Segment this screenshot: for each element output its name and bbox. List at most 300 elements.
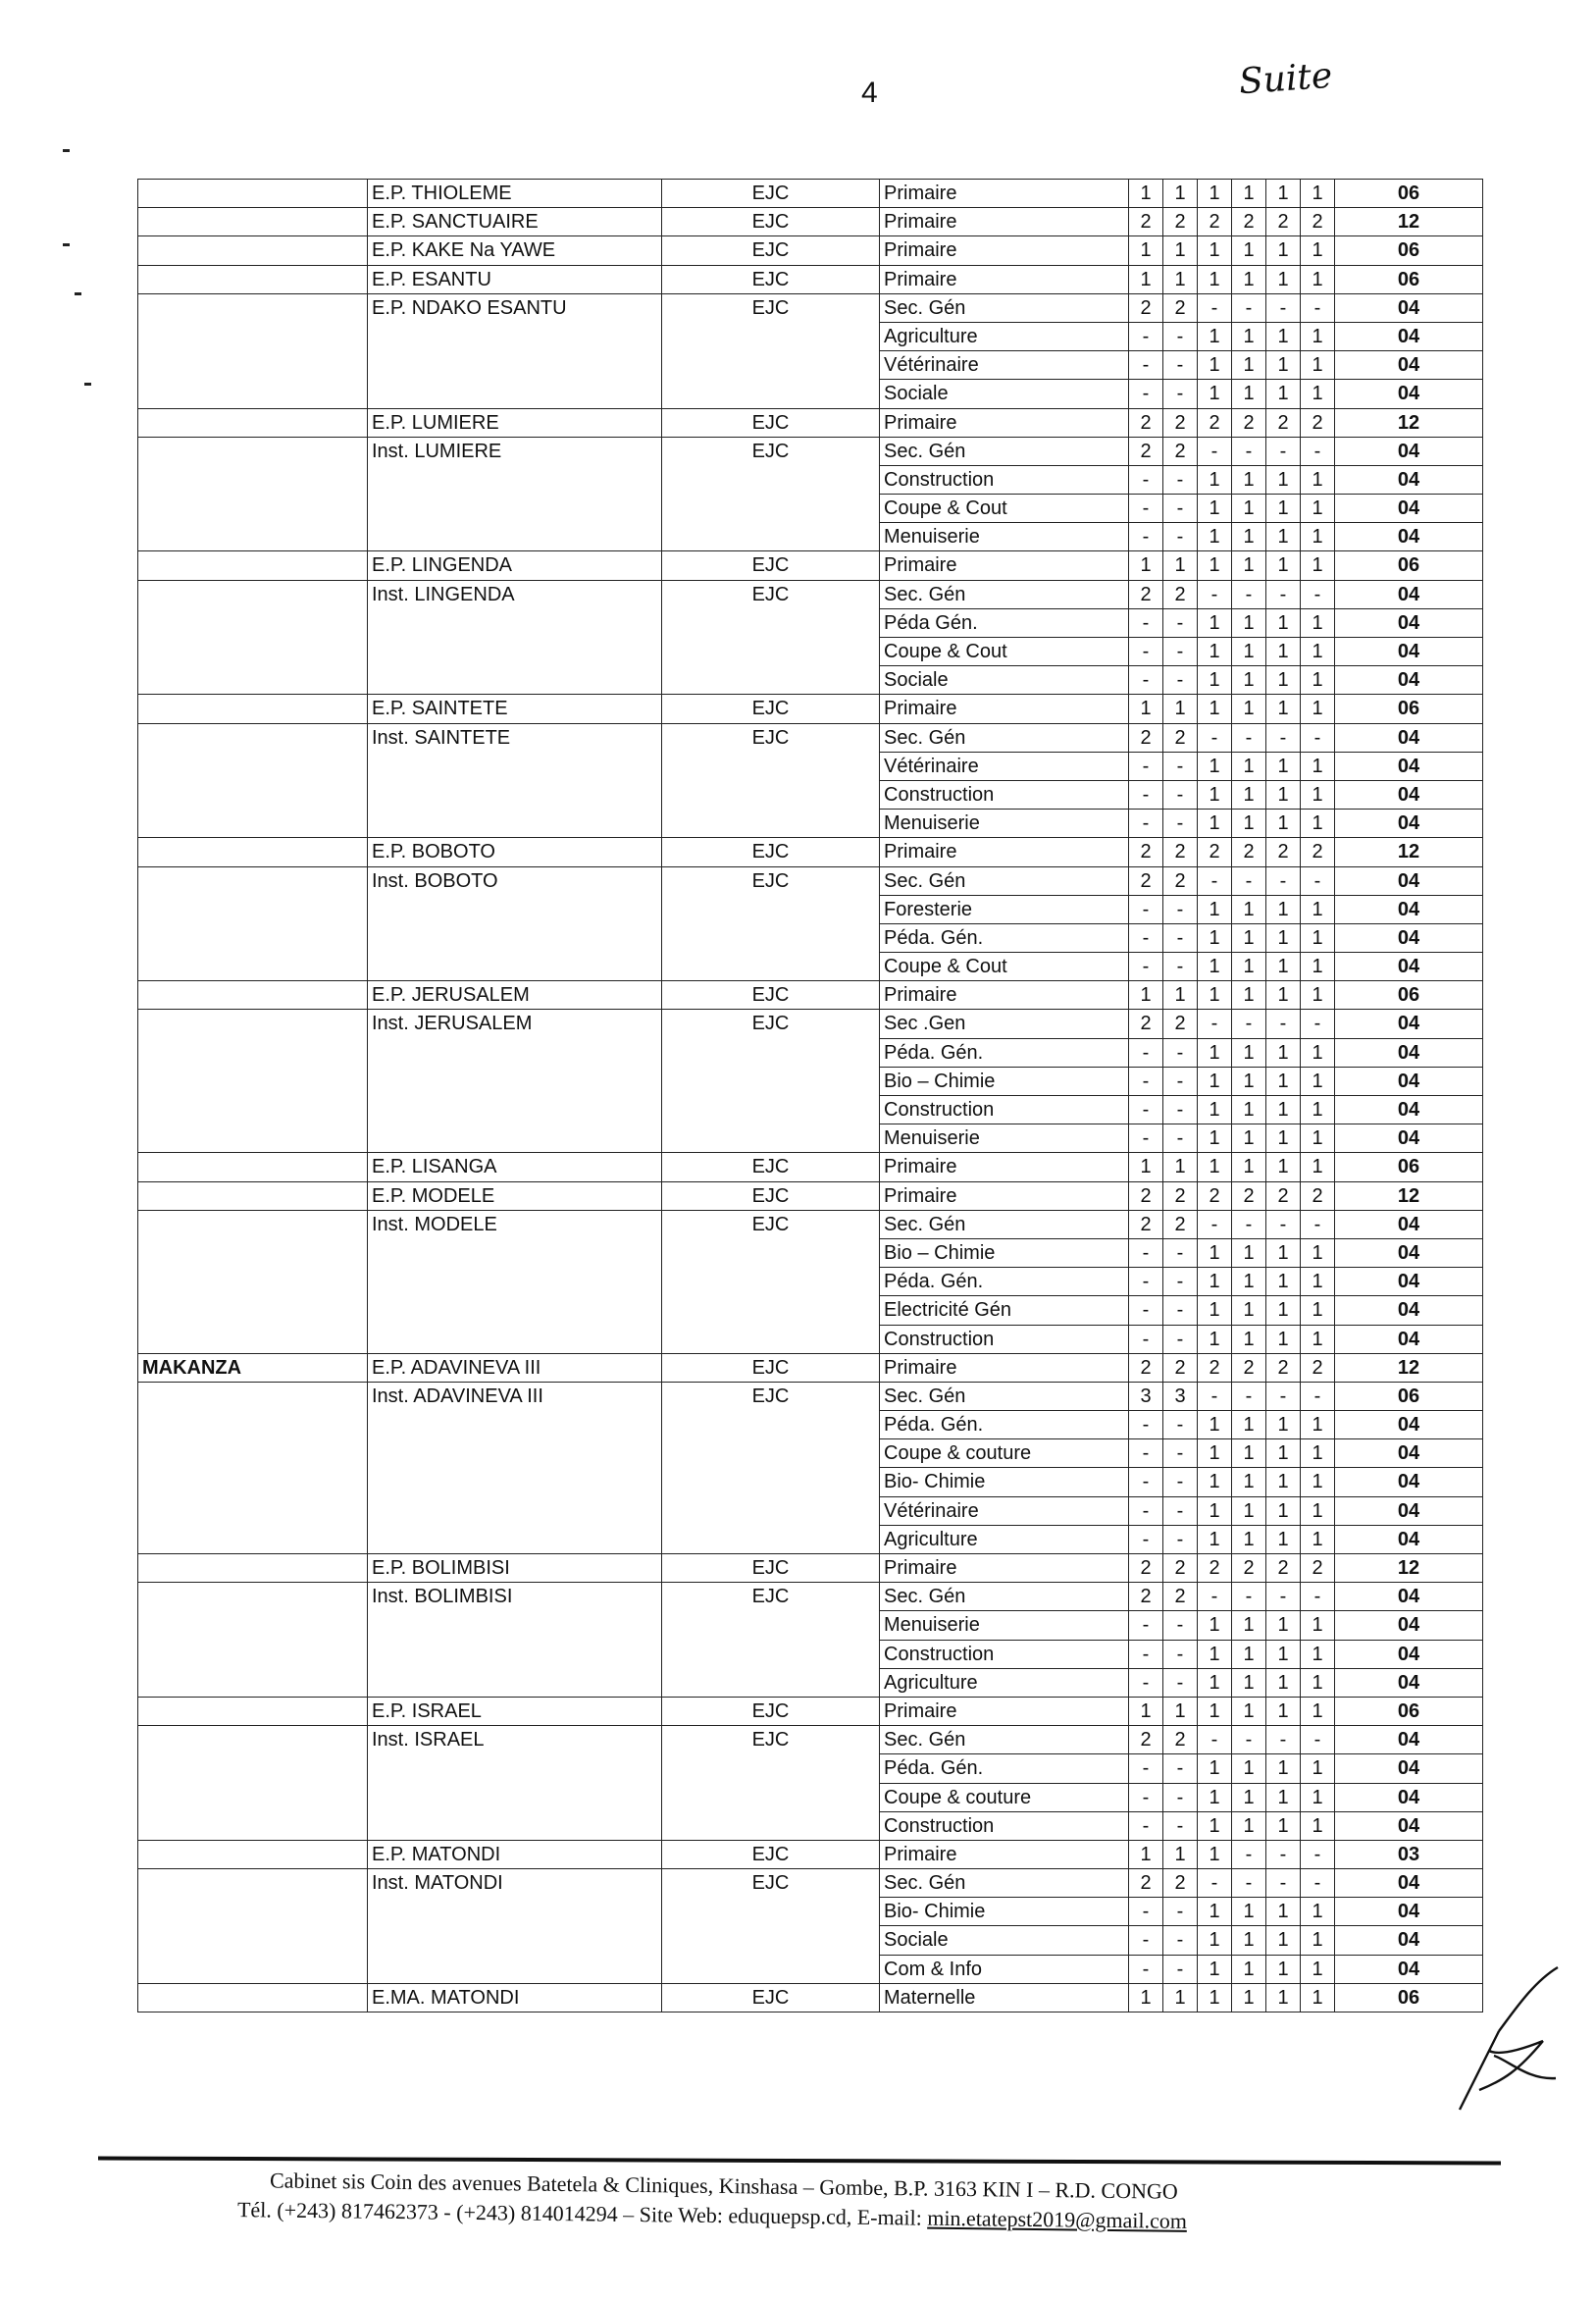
total-cell: 06	[1335, 265, 1483, 293]
total-cell: 04	[1335, 723, 1483, 752]
class-count-cell: -	[1129, 1926, 1163, 1955]
sub-division-cell	[138, 608, 368, 637]
class-count-cell: 1	[1301, 322, 1335, 350]
management-type-cell	[662, 1067, 880, 1095]
allocation-table	[137, 179, 1483, 2012]
sub-division-cell	[138, 1926, 368, 1955]
class-count-cell: -	[1198, 293, 1232, 322]
sub-division-cell	[138, 1238, 368, 1267]
total-cell: 04	[1335, 1439, 1483, 1468]
class-count-cell: 1	[1232, 1955, 1266, 1983]
class-count-cell: 2	[1232, 1353, 1266, 1382]
class-count-cell: 2	[1198, 408, 1232, 437]
class-count-cell: 3	[1129, 1382, 1163, 1410]
class-count-cell: -	[1129, 1238, 1163, 1267]
class-count-cell: 1	[1232, 1411, 1266, 1439]
class-count-cell: 2	[1163, 208, 1198, 236]
option-cell: Foresterie	[880, 895, 1129, 923]
class-count-cell: 2	[1163, 1726, 1198, 1754]
table-row	[138, 408, 1483, 437]
option-cell: Agriculture	[880, 1525, 1129, 1553]
class-count-cell: 1	[1232, 1783, 1266, 1811]
total-cell: 12	[1335, 1554, 1483, 1583]
continuation-label: Suite	[1237, 55, 1334, 103]
class-count-cell: 1	[1301, 1067, 1335, 1095]
management-type-cell	[662, 380, 880, 408]
class-count-cell: -	[1266, 866, 1301, 895]
class-count-cell: -	[1163, 1411, 1198, 1439]
school-name-cell	[368, 1296, 662, 1325]
class-count-cell: 2	[1266, 1353, 1301, 1382]
table-row	[138, 208, 1483, 236]
class-count-cell: -	[1232, 1010, 1266, 1038]
option-cell: Construction	[880, 780, 1129, 809]
class-count-cell: 1	[1301, 1898, 1335, 1926]
class-count-cell: -	[1129, 1754, 1163, 1783]
management-type-cell: EJC	[662, 293, 880, 322]
class-count-cell: -	[1301, 866, 1335, 895]
class-count-cell: -	[1266, 1869, 1301, 1898]
class-count-cell: 1	[1301, 1783, 1335, 1811]
table-row	[138, 1468, 1483, 1496]
option-cell: Agriculture	[880, 1668, 1129, 1697]
total-cell: 06	[1335, 1983, 1483, 2012]
class-count-cell: 1	[1266, 1496, 1301, 1525]
option-cell: Primaire	[880, 981, 1129, 1010]
total-cell: 06	[1335, 1697, 1483, 1725]
class-count-cell: 2	[1163, 723, 1198, 752]
table-row	[138, 1611, 1483, 1640]
table-row	[138, 580, 1483, 608]
class-count-cell: 1	[1232, 465, 1266, 494]
class-count-cell: 1	[1198, 638, 1232, 666]
total-cell: 04	[1335, 1525, 1483, 1553]
class-count-cell: 2	[1232, 208, 1266, 236]
class-count-cell: 1	[1198, 551, 1232, 580]
class-count-cell: 1	[1301, 1955, 1335, 1983]
school-name-cell	[368, 780, 662, 809]
class-count-cell: 1	[1232, 1268, 1266, 1296]
total-cell: 04	[1335, 1096, 1483, 1124]
sub-division-cell	[138, 1181, 368, 1210]
class-count-cell: -	[1163, 1640, 1198, 1668]
total-cell: 12	[1335, 1181, 1483, 1210]
class-count-cell: 1	[1266, 465, 1301, 494]
class-count-cell: 1	[1198, 180, 1232, 208]
sub-division-cell	[138, 1668, 368, 1697]
total-cell: 04	[1335, 437, 1483, 465]
management-type-cell	[662, 1926, 880, 1955]
management-type-cell	[662, 1754, 880, 1783]
class-count-cell: 1	[1198, 322, 1232, 350]
class-count-cell: 1	[1163, 1697, 1198, 1725]
class-count-cell: -	[1232, 1583, 1266, 1611]
sub-division-cell	[138, 953, 368, 981]
margin-mark	[63, 149, 70, 152]
school-name-cell: Inst. MODELE	[368, 1210, 662, 1238]
total-cell: 04	[1335, 1898, 1483, 1926]
school-name-cell	[368, 322, 662, 350]
class-count-cell: -	[1163, 923, 1198, 952]
class-count-cell: -	[1163, 1955, 1198, 1983]
class-count-cell: 1	[1232, 1811, 1266, 1840]
class-count-cell: 1	[1266, 322, 1301, 350]
total-cell: 04	[1335, 1955, 1483, 1983]
total-cell: 12	[1335, 208, 1483, 236]
total-cell: 04	[1335, 1067, 1483, 1095]
class-count-cell: -	[1232, 723, 1266, 752]
class-count-cell: 1	[1266, 1153, 1301, 1181]
class-count-cell: 1	[1198, 1124, 1232, 1153]
school-name-cell	[368, 638, 662, 666]
class-count-cell: 3	[1163, 1382, 1198, 1410]
class-count-cell: -	[1163, 953, 1198, 981]
option-cell: Primaire	[880, 1153, 1129, 1181]
table-row	[138, 1754, 1483, 1783]
class-count-cell: 1	[1198, 608, 1232, 637]
class-count-cell: 1	[1198, 752, 1232, 780]
class-count-cell: 1	[1198, 923, 1232, 952]
class-count-cell: 1	[1301, 981, 1335, 1010]
footer-email[interactable]: min.etatepst2019@gmail.com	[927, 2205, 1188, 2233]
class-count-cell: -	[1163, 1124, 1198, 1153]
class-count-cell: -	[1163, 1439, 1198, 1468]
class-count-cell: 1	[1266, 1238, 1301, 1267]
class-count-cell: 1	[1232, 638, 1266, 666]
class-count-cell: -	[1129, 1525, 1163, 1553]
class-count-cell: 1	[1198, 1067, 1232, 1095]
table-row	[138, 1439, 1483, 1468]
class-count-cell: -	[1301, 437, 1335, 465]
school-name-cell	[368, 1124, 662, 1153]
option-cell: Péda. Gén.	[880, 1411, 1129, 1439]
class-count-cell: 1	[1301, 1468, 1335, 1496]
school-name-cell: E.P. BOBOTO	[368, 838, 662, 866]
total-cell: 04	[1335, 293, 1483, 322]
class-count-cell: 1	[1301, 638, 1335, 666]
class-count-cell: 2	[1163, 408, 1198, 437]
class-count-cell: 1	[1266, 351, 1301, 380]
class-count-cell: 2	[1163, 1583, 1198, 1611]
class-count-cell: 2	[1266, 838, 1301, 866]
class-count-cell: 1	[1266, 1926, 1301, 1955]
sub-division-cell	[138, 1210, 368, 1238]
class-count-cell: 1	[1266, 1325, 1301, 1353]
table-body	[138, 180, 1483, 2012]
class-count-cell: -	[1163, 1096, 1198, 1124]
class-count-cell: 1	[1198, 351, 1232, 380]
management-type-cell: EJC	[662, 866, 880, 895]
management-type-cell	[662, 1238, 880, 1267]
school-name-cell: E.P. THIOLEME	[368, 180, 662, 208]
table-row	[138, 1869, 1483, 1898]
class-count-cell: -	[1301, 293, 1335, 322]
class-count-cell: 1	[1301, 351, 1335, 380]
management-type-cell	[662, 1811, 880, 1840]
school-name-cell: Inst. ISRAEL	[368, 1726, 662, 1754]
class-count-cell: 2	[1129, 1010, 1163, 1038]
option-cell: Péda. Gén.	[880, 923, 1129, 952]
class-count-cell: -	[1129, 1268, 1163, 1296]
class-count-cell: -	[1301, 1382, 1335, 1410]
class-count-cell: 2	[1129, 1726, 1163, 1754]
sub-division-cell	[138, 1640, 368, 1668]
sub-division-cell	[138, 1840, 368, 1868]
school-name-cell	[368, 810, 662, 838]
class-count-cell: 1	[1266, 1439, 1301, 1468]
class-count-cell: -	[1301, 1726, 1335, 1754]
table-row	[138, 1496, 1483, 1525]
class-count-cell: -	[1301, 1010, 1335, 1038]
option-cell: Primaire	[880, 180, 1129, 208]
school-name-cell	[368, 351, 662, 380]
class-count-cell: 1	[1266, 780, 1301, 809]
class-count-cell: -	[1163, 465, 1198, 494]
class-count-cell: -	[1301, 580, 1335, 608]
management-type-cell	[662, 1640, 880, 1668]
class-count-cell: 1	[1198, 1525, 1232, 1553]
management-type-cell: EJC	[662, 1382, 880, 1410]
sub-division-cell	[138, 495, 368, 523]
class-count-cell: 1	[1129, 981, 1163, 1010]
class-count-cell: -	[1163, 322, 1198, 350]
option-cell: Sociale	[880, 666, 1129, 695]
class-count-cell: -	[1163, 1611, 1198, 1640]
class-count-cell: 1	[1232, 1238, 1266, 1267]
option-cell: Primaire	[880, 1181, 1129, 1210]
class-count-cell: 1	[1301, 923, 1335, 952]
class-count-cell: -	[1198, 580, 1232, 608]
class-count-cell: -	[1163, 523, 1198, 551]
class-count-cell: 1	[1266, 1668, 1301, 1697]
class-count-cell: -	[1163, 1468, 1198, 1496]
class-count-cell: 2	[1163, 1554, 1198, 1583]
total-cell: 04	[1335, 322, 1483, 350]
management-type-cell	[662, 1038, 880, 1067]
total-cell: 04	[1335, 1210, 1483, 1238]
class-count-cell: -	[1266, 723, 1301, 752]
table-row	[138, 866, 1483, 895]
class-count-cell: 1	[1232, 236, 1266, 265]
management-type-cell: EJC	[662, 1010, 880, 1038]
class-count-cell: -	[1163, 1325, 1198, 1353]
total-cell: 04	[1335, 495, 1483, 523]
management-type-cell: EJC	[662, 1153, 880, 1181]
management-type-cell	[662, 322, 880, 350]
table-row	[138, 1382, 1483, 1410]
class-count-cell: -	[1163, 780, 1198, 809]
class-count-cell: 1	[1232, 322, 1266, 350]
sub-division-cell	[138, 1783, 368, 1811]
class-count-cell: 1	[1198, 1153, 1232, 1181]
class-count-cell: 1	[1198, 695, 1232, 723]
option-cell: Primaire	[880, 695, 1129, 723]
class-count-cell: -	[1129, 1325, 1163, 1353]
total-cell: 04	[1335, 1325, 1483, 1353]
total-cell: 04	[1335, 1926, 1483, 1955]
class-count-cell: 1	[1163, 1153, 1198, 1181]
sub-division-cell	[138, 1898, 368, 1926]
sub-division-cell	[138, 1955, 368, 1983]
class-count-cell: -	[1232, 580, 1266, 608]
class-count-cell: 2	[1129, 838, 1163, 866]
total-cell: 04	[1335, 1611, 1483, 1640]
class-count-cell: 2	[1301, 838, 1335, 866]
class-count-cell: 1	[1198, 895, 1232, 923]
option-cell: Sec. Gén	[880, 1382, 1129, 1410]
class-count-cell: 1	[1232, 895, 1266, 923]
class-count-cell: -	[1232, 437, 1266, 465]
total-cell: 04	[1335, 1496, 1483, 1525]
class-count-cell: 2	[1232, 838, 1266, 866]
class-count-cell: 1	[1266, 1268, 1301, 1296]
class-count-cell: -	[1129, 780, 1163, 809]
option-cell: Sec. Gén	[880, 723, 1129, 752]
class-count-cell: 1	[1301, 953, 1335, 981]
school-name-cell: Inst. JERUSALEM	[368, 1010, 662, 1038]
management-type-cell: EJC	[662, 1583, 880, 1611]
management-type-cell	[662, 923, 880, 952]
management-type-cell	[662, 351, 880, 380]
school-name-cell: E.P. ESANTU	[368, 265, 662, 293]
class-count-cell: 1	[1129, 1697, 1163, 1725]
class-count-cell: 2	[1198, 1181, 1232, 1210]
class-count-cell: 2	[1232, 1181, 1266, 1210]
management-type-cell	[662, 666, 880, 695]
class-count-cell: 1	[1232, 780, 1266, 809]
total-cell: 04	[1335, 1811, 1483, 1840]
class-count-cell: -	[1129, 666, 1163, 695]
table-row	[138, 895, 1483, 923]
school-name-cell	[368, 953, 662, 981]
class-count-cell: 1	[1301, 1096, 1335, 1124]
class-count-cell: -	[1129, 1439, 1163, 1468]
class-count-cell: 1	[1232, 810, 1266, 838]
class-count-cell: -	[1163, 1668, 1198, 1697]
table-row	[138, 752, 1483, 780]
option-cell: Coupe & Cout	[880, 953, 1129, 981]
class-count-cell: 1	[1266, 1525, 1301, 1553]
class-count-cell: -	[1266, 1382, 1301, 1410]
sub-division-cell	[138, 1983, 368, 2012]
class-count-cell: -	[1129, 1496, 1163, 1525]
class-count-cell: 1	[1129, 236, 1163, 265]
class-count-cell: 1	[1232, 953, 1266, 981]
class-count-cell: -	[1129, 608, 1163, 637]
sub-division-cell	[138, 322, 368, 350]
table-row	[138, 638, 1483, 666]
class-count-cell: 1	[1266, 180, 1301, 208]
class-count-cell: 1	[1163, 265, 1198, 293]
school-name-cell: Inst. LUMIERE	[368, 437, 662, 465]
class-count-cell: -	[1129, 810, 1163, 838]
class-count-cell: -	[1163, 1038, 1198, 1067]
option-cell: Primaire	[880, 1697, 1129, 1725]
school-name-cell	[368, 1754, 662, 1783]
class-count-cell: -	[1266, 1583, 1301, 1611]
option-cell: Péda. Gén.	[880, 1754, 1129, 1783]
option-cell: Péda Gén.	[880, 608, 1129, 637]
management-type-cell	[662, 953, 880, 981]
table-row	[138, 1067, 1483, 1095]
class-count-cell: 2	[1198, 1353, 1232, 1382]
class-count-cell: 1	[1198, 1268, 1232, 1296]
table-row	[138, 1353, 1483, 1382]
class-count-cell: 2	[1129, 866, 1163, 895]
school-name-cell: E.P. LISANGA	[368, 1153, 662, 1181]
class-count-cell: 1	[1129, 180, 1163, 208]
class-count-cell: 2	[1163, 437, 1198, 465]
sub-division-cell	[138, 780, 368, 809]
total-cell: 06	[1335, 981, 1483, 1010]
option-cell: Bio- Chimie	[880, 1468, 1129, 1496]
class-count-cell: 1	[1163, 551, 1198, 580]
management-type-cell	[662, 608, 880, 637]
option-cell: Maternelle	[880, 1983, 1129, 2012]
school-name-cell: Inst. SAINTETE	[368, 723, 662, 752]
class-count-cell: 2	[1163, 1353, 1198, 1382]
option-cell: Sec. Gén	[880, 1869, 1129, 1898]
option-cell: Primaire	[880, 408, 1129, 437]
class-count-cell: 2	[1129, 1181, 1163, 1210]
management-type-cell	[662, 495, 880, 523]
class-count-cell: 2	[1129, 1554, 1163, 1583]
school-name-cell	[368, 1611, 662, 1640]
management-type-cell: EJC	[662, 408, 880, 437]
management-type-cell	[662, 638, 880, 666]
management-type-cell	[662, 752, 880, 780]
class-count-cell: 1	[1232, 1296, 1266, 1325]
class-count-cell: 2	[1129, 208, 1163, 236]
sub-division-cell	[138, 1382, 368, 1410]
class-count-cell: 2	[1301, 1353, 1335, 1382]
class-count-cell: -	[1163, 1754, 1198, 1783]
class-count-cell: 1	[1198, 1668, 1232, 1697]
option-cell: Sec .Gen	[880, 1010, 1129, 1038]
class-count-cell: 1	[1232, 1611, 1266, 1640]
table-row	[138, 236, 1483, 265]
total-cell: 04	[1335, 780, 1483, 809]
school-name-cell: E.P. ISRAEL	[368, 1697, 662, 1725]
total-cell: 04	[1335, 923, 1483, 952]
table-row	[138, 1926, 1483, 1955]
management-type-cell: EJC	[662, 1840, 880, 1868]
sub-division-cell	[138, 923, 368, 952]
class-count-cell: 1	[1232, 1898, 1266, 1926]
option-cell: Menuiserie	[880, 1124, 1129, 1153]
school-name-cell: E.P. KAKE Na YAWE	[368, 236, 662, 265]
class-count-cell: -	[1266, 293, 1301, 322]
management-type-cell	[662, 1124, 880, 1153]
class-count-cell: 1	[1198, 1811, 1232, 1840]
class-count-cell: -	[1232, 1869, 1266, 1898]
class-count-cell: 1	[1266, 895, 1301, 923]
total-cell: 04	[1335, 1783, 1483, 1811]
management-type-cell	[662, 1096, 880, 1124]
class-count-cell: 1	[1198, 1468, 1232, 1496]
class-count-cell: -	[1198, 1869, 1232, 1898]
class-count-cell: -	[1301, 1869, 1335, 1898]
school-name-cell: E.P. MODELE	[368, 1181, 662, 1210]
class-count-cell: 1	[1301, 1983, 1335, 2012]
class-count-cell: 1	[1301, 1296, 1335, 1325]
table-row	[138, 1268, 1483, 1296]
school-name-cell	[368, 1926, 662, 1955]
management-type-cell	[662, 1268, 880, 1296]
class-count-cell: 1	[1198, 523, 1232, 551]
class-count-cell: 1	[1232, 1439, 1266, 1468]
class-count-cell: 2	[1129, 408, 1163, 437]
